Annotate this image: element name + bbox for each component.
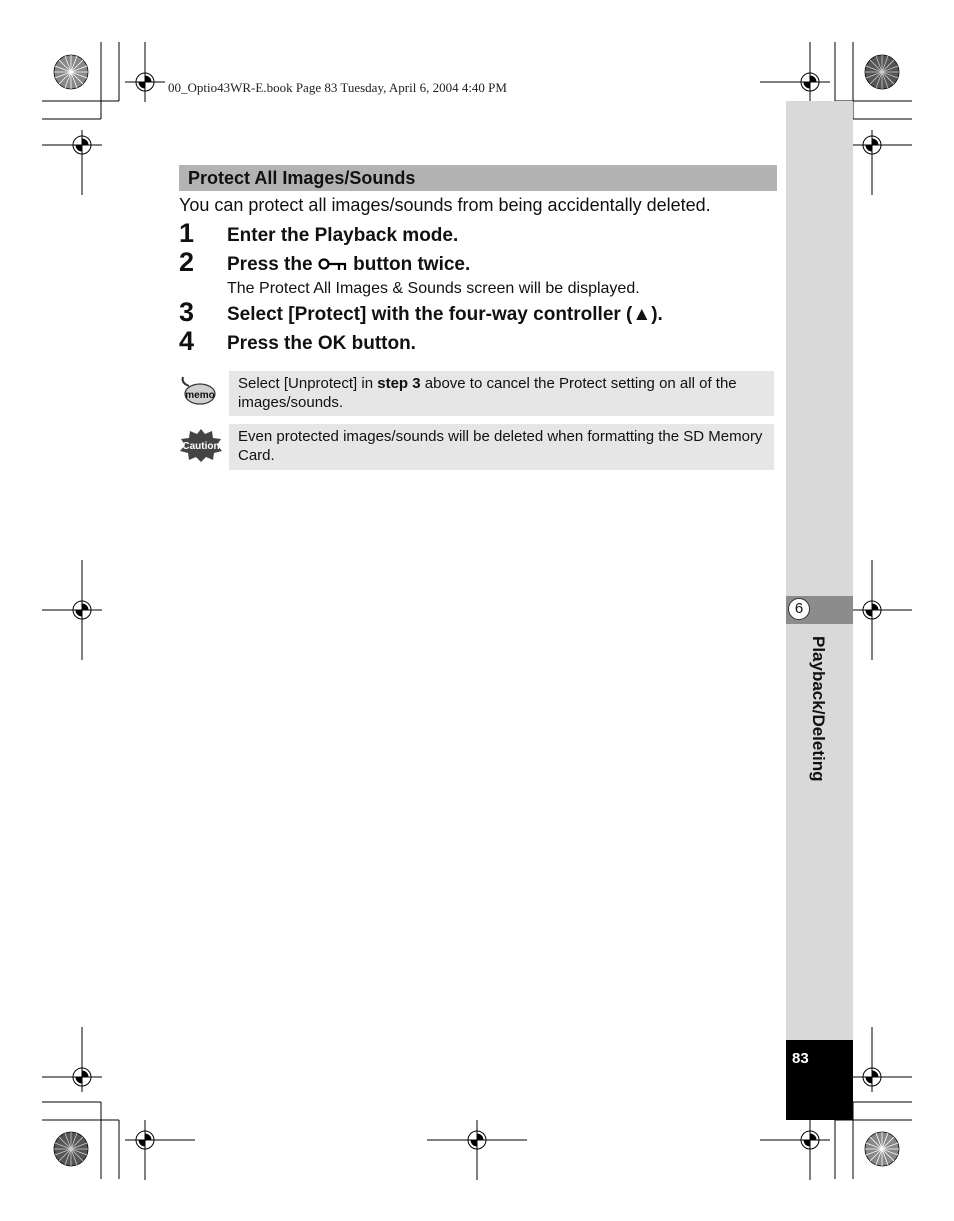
caution-icon-label: Caution [182, 441, 220, 452]
chapter-number: 6 [788, 598, 810, 620]
page-number: 83 [792, 1050, 809, 1067]
step-text-after: button twice. [353, 254, 471, 275]
chapter-title: Playback/Deleting [809, 636, 828, 782]
memo-note [229, 371, 774, 416]
step-text: Press the OK button. [227, 333, 416, 354]
memo-text-after: above to cancel the Protect setting on all of the images/sounds. [238, 375, 737, 411]
caution-icon [179, 428, 223, 462]
step-number: 2 [179, 247, 195, 277]
intro-text: You can protect all images/sounds from being accidentally deleted. [179, 195, 711, 215]
memo-text-before: Select [Unprotect] in [238, 375, 378, 392]
step-text [227, 254, 470, 276]
step-number: 1 [179, 218, 195, 248]
memo-icon-label: memo [185, 390, 215, 401]
step-number: 3 [179, 297, 195, 327]
step-text-before: Press the [227, 254, 313, 275]
protect-key-icon [318, 258, 348, 272]
memo-text-bold: step 3 [377, 375, 421, 392]
step-text: Enter the Playback mode. [227, 225, 459, 246]
memo-icon [179, 375, 217, 407]
step-number: 4 [179, 326, 195, 356]
step-note: The Protect All Images & Sounds screen will be displayed. [227, 280, 640, 297]
caution-note: Even protected images/sounds will be deleted when formatting the SD Memory Card. [229, 424, 774, 470]
section-title: Protect All Images/Sounds [179, 165, 777, 191]
print-header: 00_Optio43WR-E.book Page 83 Tuesday, April 6, 2004 4:40 PM [168, 80, 507, 95]
step-text: Select [Protect] with the four-way controller (▲). [227, 304, 663, 325]
